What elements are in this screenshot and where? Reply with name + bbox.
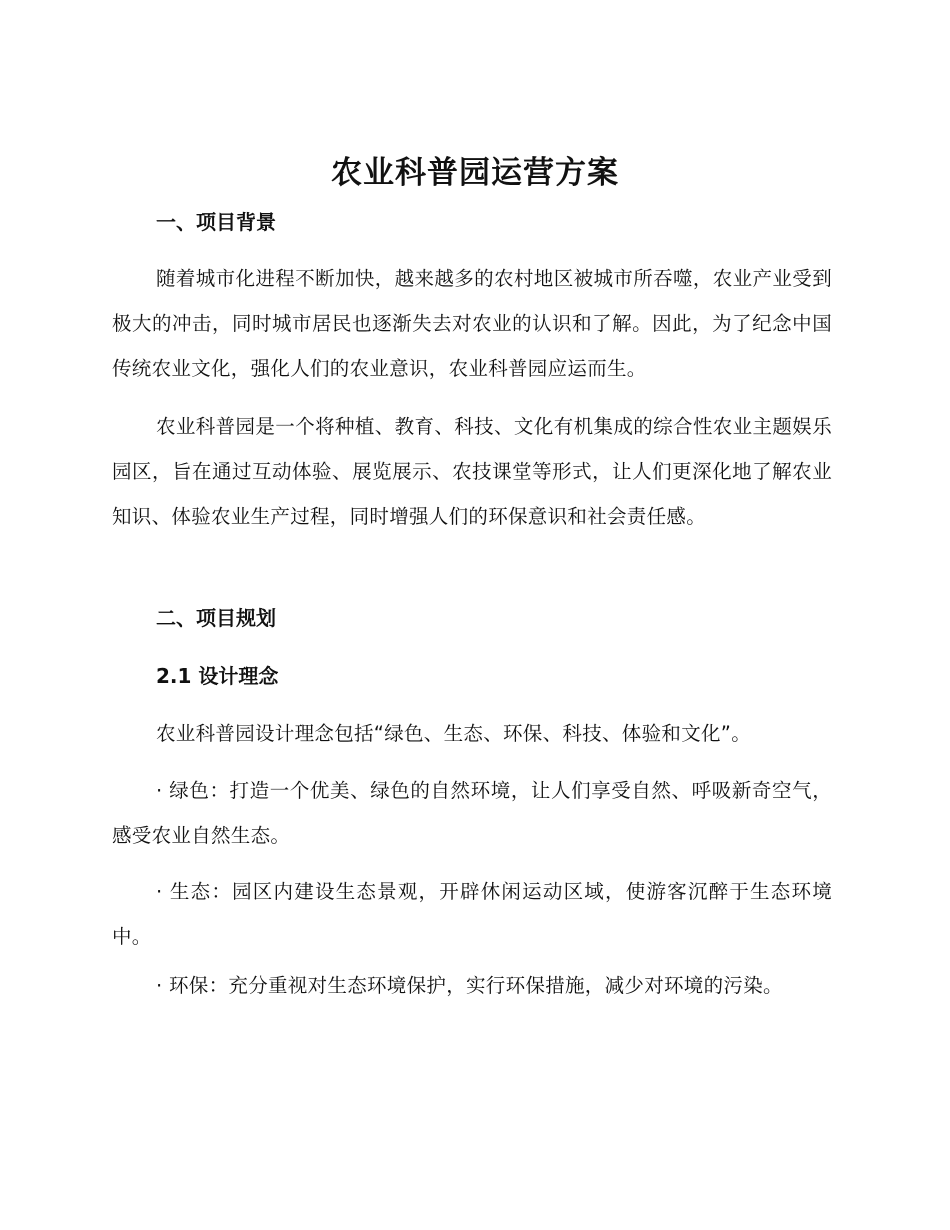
bullet-environmental: · 环保：充分重视对生态环境保护，实行环保措施，减少对环境的污染。 — [156, 974, 783, 997]
bullet-green: · 绿色：打造一个优美、绿色的自然环境，让人们享受自然、呼吸新奇空气，感受农业自然生态。 — [112, 779, 832, 847]
section-heading-planning: 二、项目规划 — [156, 606, 276, 630]
subsection-heading-design-concept: 2.1 设计理念 — [156, 664, 279, 688]
section-heading-background: 一、项目背景 — [156, 210, 276, 234]
paragraph-background-1: 随着城市化进程不断加快，越来越多的农村地区被城市所吞噬，农业产业受到极大的冲击，同时城市居民也逐渐失去对农业的认识和了解。因此，为了纪念中国传统农业文化，强化人们的农业意识，农业科普园应运而生。 — [112, 267, 832, 380]
paragraph-background-2: 农业科普园是一个将种植、教育、科技、文化有机集成的综合性农业主题娱乐园区，旨在通过互动体验、展览展示、农技课堂等形式，让人们更深化地了解农业知识、体验农业生产过程，同时增强人们的环保意识和社会责任感。 — [112, 415, 832, 528]
bullet-ecology: · 生态：园区内建设生态景观，开辟休闲运动区域，使游客沉醉于生态环境中。 — [112, 880, 832, 948]
document-title: 农业科普园运营方案 — [331, 155, 619, 191]
paragraph-design-intro: 农业科普园设计理念包括“绿色、生态、环保、科技、体验和文化”。 — [156, 722, 752, 745]
